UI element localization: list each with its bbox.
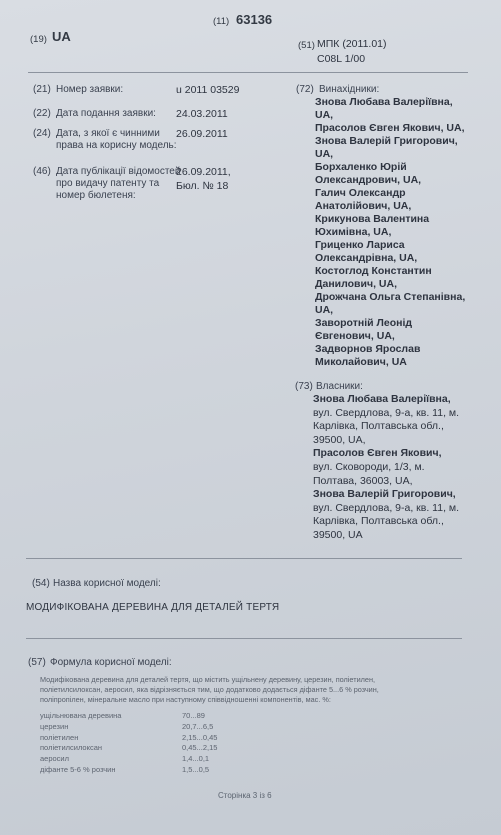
formula-line: Модифікована деревина для деталей тертя, що містить ущільнену деревину, церезин, поліетилен, (40, 675, 376, 684)
owner-address: вул. Свердлова, 9-а, кв. 11, м. (313, 406, 460, 419)
inventor-line: Костоглод Константин (315, 265, 432, 277)
inventor-line: Заворотній Леонід (315, 317, 413, 329)
utility-model-title: МОДИФІКОВАНА ДЕРЕВИНА ДЛЯ ДЕТАЛЕЙ ТЕРТЯ (26, 602, 280, 613)
owner-address: вул. Свердлова, 9-а, кв. 11, м. (313, 501, 460, 514)
field-value: Бюл. № 18 (176, 180, 229, 192)
header-divider (28, 72, 468, 73)
inventor-line: Знова Любава Валеріївна, (315, 96, 453, 108)
title-code: (54) (32, 578, 50, 589)
field-value: u 2011 03529 (176, 84, 240, 96)
title-divider (26, 638, 462, 639)
component-name: поліетилен (40, 732, 79, 742)
component-value: 70...89 (182, 711, 205, 720)
inventor-line: Гриценко Лариса (315, 239, 405, 251)
inventor-line: UA, (315, 109, 334, 121)
field-label: про видачу патенту та (56, 178, 160, 189)
component-value: 2,15...0,45 (182, 732, 218, 742)
inventor-line: UA, (315, 304, 334, 316)
component-name: церезин (40, 721, 69, 731)
field-label: Дата подання заявки: (56, 108, 156, 119)
field-label: Номер заявки: (56, 84, 124, 95)
component-value: 1,4...0,1 (182, 754, 210, 764)
field-label: права на корисну модель: (56, 140, 177, 151)
inventors-code: (72) (296, 84, 314, 95)
inventor-line: Євгенович, UA, (315, 330, 395, 342)
inventor-line: Задворнов Ярослав (315, 343, 421, 355)
pub-code: (11) (213, 16, 230, 27)
owner-name: Знова Валерій Григорович, (313, 488, 456, 501)
component-value: 1,5...0,5 (182, 765, 210, 774)
formula-line: поліетилсилоксан, аеросил, яка відрізняється тим, що додатково додається діфанте 5...6 % розчин, (40, 685, 379, 694)
inventor-line: Дрожчана Ольга Степанівна, (315, 291, 466, 303)
inventor-line: Миколайович, UA (315, 356, 407, 368)
owner-address: Полтава, 36003, UA, (313, 474, 413, 487)
owners-divider (26, 558, 462, 559)
inventor-line: Галич Олександр (315, 187, 406, 199)
ipc-code: (51) (298, 40, 315, 51)
field-code: (21) (33, 84, 51, 95)
pub-number: 63136 (236, 12, 273, 27)
formula-line: поліпропілен, мінеральне масло при наступному співвідношенні компонентів, мас. %: (40, 695, 331, 704)
inventors-label: Винахідники: (319, 84, 380, 95)
field-code: (24) (33, 128, 51, 139)
inventor-line: Крикунова Валентина (315, 213, 430, 225)
country: UA (52, 29, 71, 44)
field-value: 26.09.2011, (176, 166, 231, 178)
inventor-line: Юхимівна, UA, (315, 226, 392, 238)
component-name: поліетилсилоксан (40, 743, 103, 753)
owner-address: Карлівка, Полтавська обл., (313, 515, 444, 528)
inventor-line: Анатолійович, UA, (315, 200, 412, 212)
country-code: (19) (30, 34, 47, 45)
ipc-label: МПК (2011.01) (317, 38, 387, 50)
field-code: (22) (33, 108, 51, 119)
field-label: Дата публікації відомостей (56, 166, 181, 177)
owner-name: Знова Любава Валеріївна, (313, 393, 451, 405)
ipc-class: C08L 1/00 (317, 53, 366, 65)
inventor-line: UA, (315, 148, 334, 160)
inventor-line: Олександрівна, UA, (315, 252, 418, 264)
formula-label: Формула корисної моделі: (50, 657, 172, 668)
component-name: діфанте 5-6 % розчин (40, 765, 116, 774)
inventor-line: Олександрович, UA, (315, 174, 422, 186)
title-label: Назва корисної моделі: (53, 578, 161, 589)
inventor-line: Борхаленко Юрій (315, 161, 407, 173)
component-value: 0,45...2,15 (182, 743, 218, 753)
formula-code: (57) (28, 657, 46, 668)
component-name: аеросил (40, 754, 70, 764)
field-label: номер бюлетеня: (56, 190, 136, 201)
field-label: Дата, з якої є чинними (56, 128, 160, 139)
field-code: (46) (33, 166, 51, 177)
field-value: 24.03.2011 (176, 108, 228, 120)
owners-code: (73) (295, 381, 313, 392)
component-value: 20,7...6,5 (182, 721, 214, 731)
component-name: ущільнювана деревина (40, 711, 122, 720)
owner-address: 39500, UA (313, 529, 363, 541)
inventor-line: Данилович, UA, (315, 278, 397, 290)
owner-address: 39500, UA, (313, 433, 366, 446)
owner-address: Карлівка, Полтавська обл., (313, 420, 444, 433)
inventor-line: Знова Валерій Григорович, (315, 135, 458, 147)
field-value: 26.09.2011 (176, 128, 228, 140)
inventor-line: Прасолов Євген Якович, UA, (315, 122, 465, 134)
owner-name: Прасолов Євген Якович, (313, 447, 442, 460)
owners-label: Власники: (316, 381, 363, 392)
owner-address: вул. Сковороди, 1/3, м. (313, 461, 425, 473)
page-number: Сторінка 3 із 6 (218, 791, 272, 800)
